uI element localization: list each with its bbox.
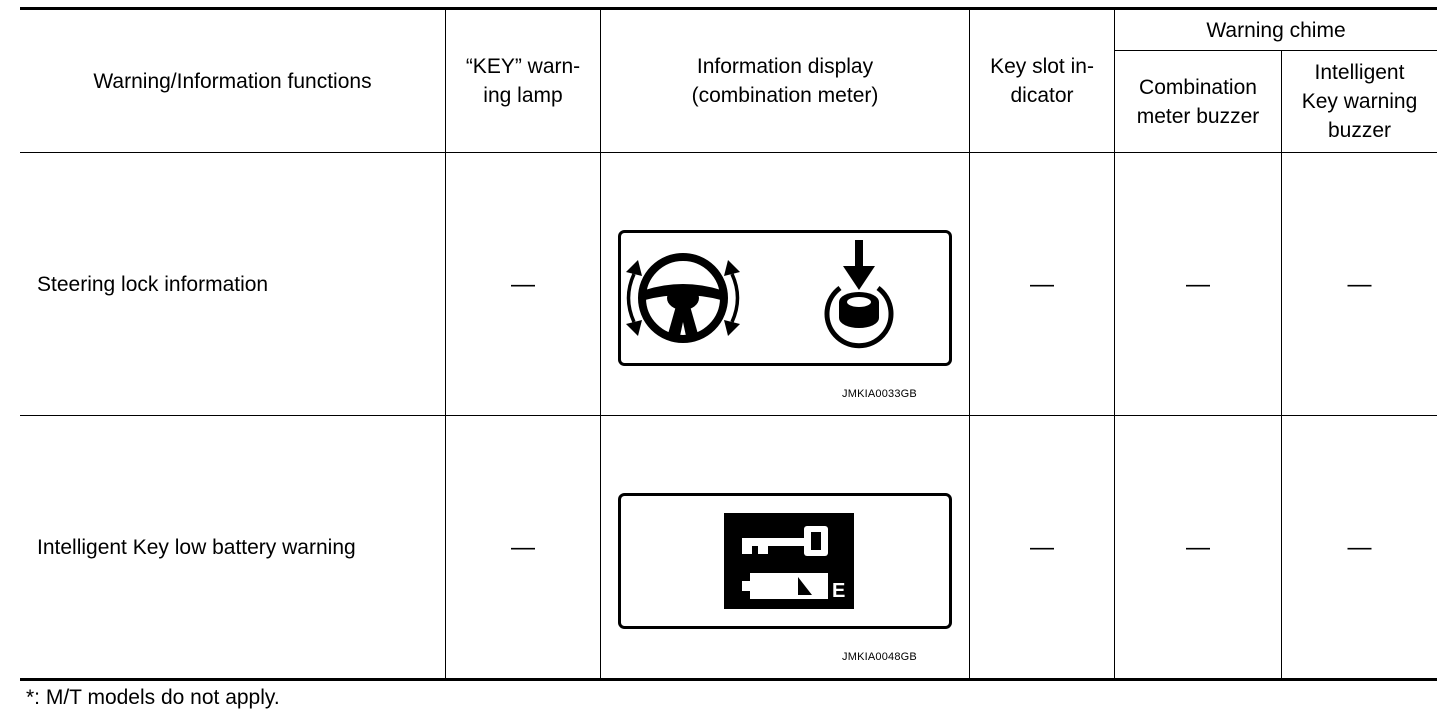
header-ikey-buzzer-line2: Key warning — [1301, 90, 1418, 113]
header-key-lamp-line1: “KEY” warn- — [465, 55, 581, 78]
row-1-key-slot — [970, 153, 1114, 415]
warning-functions-table — [20, 7, 1437, 682]
header-ikey-buzzer — [1282, 51, 1437, 152]
row-2-function-label: Intelligent Key low battery warning — [37, 535, 356, 559]
header-key-lamp — [446, 10, 600, 152]
battery-empty-letter: E — [832, 580, 846, 602]
header-info-display-line2: (combination meter) — [691, 84, 879, 107]
header-functions-label: Warning/Information functions — [93, 69, 372, 93]
table-bottom-rule — [20, 678, 1437, 681]
row-2-combo-buzzer — [1115, 416, 1281, 678]
header-ikey-buzzer-line1: Intelligent — [1314, 61, 1405, 84]
header-warning-chime — [1115, 10, 1437, 50]
header-info-display-line1: Information display — [696, 55, 874, 78]
header-combo-buzzer — [1115, 51, 1281, 152]
row-1-combo-buzzer — [1115, 153, 1281, 415]
header-combo-buzzer-line2: meter buzzer — [1136, 104, 1260, 128]
table-row-2-function — [20, 416, 445, 678]
row-1-ikey-buzzer — [1282, 153, 1437, 415]
header-key-slot-line2: dicator — [1010, 84, 1074, 107]
row-1-key-lamp-value: — — [511, 270, 535, 298]
row-1-key-slot-value: — — [1030, 270, 1054, 298]
footnote: *: M/T models do not apply. — [26, 686, 280, 709]
low-battery-icon — [742, 573, 828, 599]
row-2-key-lamp — [446, 416, 600, 678]
table-row-1-function — [20, 153, 445, 415]
push-button-press-icon — [827, 240, 891, 346]
header-combo-buzzer-line1: Combination — [1139, 75, 1257, 99]
row-2-key-slot — [970, 416, 1114, 678]
header-key-slot — [970, 10, 1114, 152]
header-key-lamp-line2: ing lamp — [483, 84, 563, 107]
row-2-ikey-buzzer-value: — — [1347, 533, 1372, 561]
row-1-figure-code: JMKIA0033GB — [842, 388, 917, 400]
steering-wheel-rotate-icon — [626, 257, 740, 339]
row-2-combo-buzzer-value: — — [1186, 533, 1210, 561]
header-warning-chime-label: Warning chime — [1206, 18, 1346, 42]
row-2-figure-code: JMKIA0048GB — [842, 651, 917, 663]
row-2-key-slot-value: — — [1030, 533, 1054, 561]
row-1-combo-buzzer-value: — — [1186, 270, 1210, 298]
header-functions — [20, 10, 445, 152]
row-1-key-lamp — [446, 153, 600, 415]
row-1-ikey-buzzer-value: — — [1347, 270, 1372, 298]
row-2-ikey-buzzer — [1282, 416, 1437, 678]
header-key-slot-line1: Key slot in- — [990, 55, 1094, 78]
low-battery-display-figure — [618, 493, 952, 629]
row-2-key-lamp-value: — — [511, 533, 535, 561]
steering-lock-display-figure — [618, 230, 952, 366]
header-info-display — [601, 10, 969, 152]
row-1-function-label: Steering lock information — [37, 272, 269, 296]
header-ikey-buzzer-line3: buzzer — [1327, 119, 1392, 142]
